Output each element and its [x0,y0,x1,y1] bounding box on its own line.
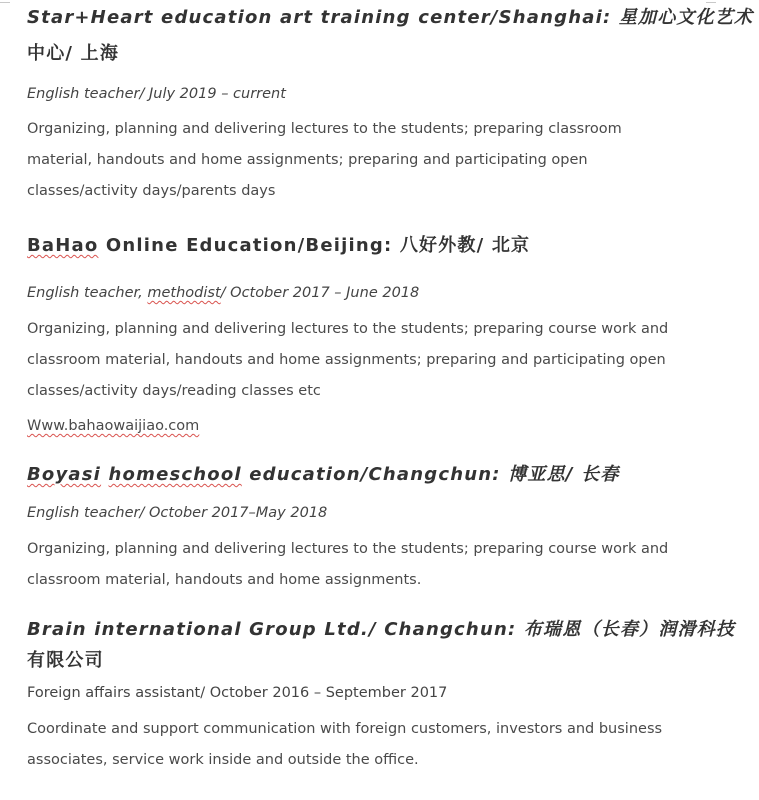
employer-name: Online Education/Beijing: [98,235,400,256]
entry-heading [27,9,753,27]
page-corner-mark-left [0,2,10,3]
job-role-dates-text: / October 2017 – June 2018 [220,285,420,301]
employer-name-misspelled: homeschool [108,464,242,485]
employer-name-chinese: 八好外教/ 北京 [399,235,531,256]
employer-name-misspelled: BaHao [27,235,99,256]
employer-name-chinese: 有限公司 [27,650,104,671]
page-corner-mark-right [706,2,716,3]
employer-name: education/Changchun: [241,464,509,485]
job-description-line: classes/activity days/reading classes etc [27,383,321,399]
job-description-line: classes/activity days/parents days [27,183,276,199]
entry-heading-continued [27,45,119,63]
job-description-line: associates, service work inside and outside the office. [27,752,419,768]
entry-heading [27,237,530,255]
job-role-misspelled: methodist [147,285,221,301]
job-role-dates: English teacher/ July 2019 – current [27,86,286,102]
job-role-dates: Foreign affairs assistant/ October 2016 – September 2017 [27,685,448,701]
entry-heading [27,466,619,484]
job-role-dates: English teacher/ October 2017–May 2018 [27,505,328,521]
employer-name-chinese: 中心/ 上海 [27,43,120,64]
entry-heading-continued [27,652,104,670]
job-description-line: classroom material, handouts and home assignments. [27,572,422,588]
job-description-line: material, handouts and home assignments; preparing and participating open [27,152,588,168]
job-description-line: Organizing, planning and delivering lectures to the students; preparing course work and [27,541,669,557]
employer-name: Star+Heart education art training center/Shanghai: [27,7,619,28]
job-description-line: Coordinate and support communication with foreign customers, investors and business [27,721,663,737]
job-description-line: Organizing, planning and delivering lectures to the students; preparing course work and [27,321,669,337]
entry-heading [27,621,735,639]
website-link-text[interactable]: Www.bahaowaijiao.com [27,418,200,434]
job-role-dates [27,286,419,301]
employer-name-chinese: 布瑞恩（长春）润滑科技 [523,619,736,640]
job-description-line: classroom material, handouts and home assignments; preparing and participating open [27,352,666,368]
employer-name-chinese: 博亚思/ 长春 [508,464,620,485]
website-link[interactable] [27,419,199,434]
job-role-text: English teacher, [27,285,148,301]
employer-name-chinese: 星加心文化艺术 [618,7,754,28]
employer-name: Brain international Group Ltd./ Changchun: [27,619,524,640]
employer-name-misspelled: Boyasi [27,464,102,485]
job-description-line: Organizing, planning and delivering lectures to the students; preparing classroom [27,121,622,137]
